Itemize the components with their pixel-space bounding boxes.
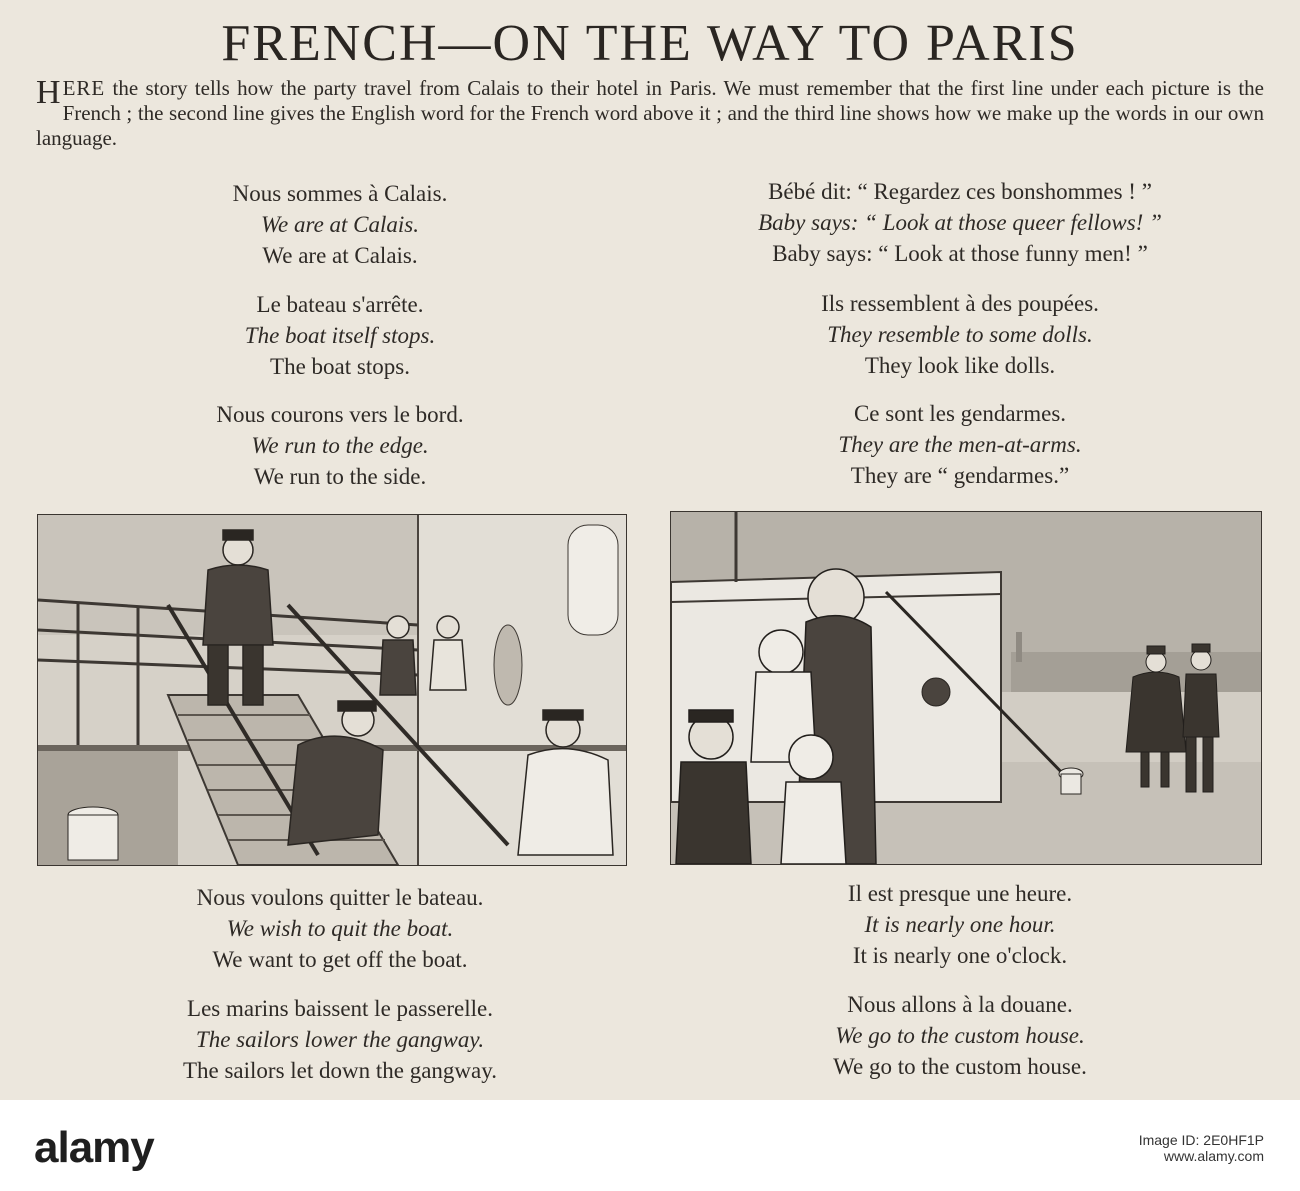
french-line: Nous sommes à Calais. <box>232 181 448 206</box>
literal-line: They resemble to some dolls. <box>827 322 1093 347</box>
page-title: FRENCH—ON THE WAY TO PARIS <box>221 15 1079 72</box>
image-id-label: Image ID: 2E0HF1P <box>1138 1132 1264 1148</box>
french-line: Il est presque une heure. <box>847 881 1073 906</box>
literal-line: The sailors lower the gangway. <box>195 1027 485 1052</box>
phrase-block-right-bottom <box>640 878 1280 1082</box>
illustration-gendarmes <box>670 511 1262 865</box>
french-line: Nous voulons quitter le bateau. <box>196 885 484 910</box>
literal-line: The boat itself stops. <box>244 323 436 348</box>
literal-line: Baby says: “ Look at those queer fellows! ” <box>758 210 1162 235</box>
drop-cap: H <box>36 74 61 111</box>
phrase-block-right-top <box>640 176 1280 491</box>
english-line: We are at Calais. <box>262 243 418 268</box>
english-line: The sailors let down the gangway. <box>182 1058 498 1083</box>
literal-line: We go to the custom house. <box>835 1023 1085 1048</box>
alamy-logo: alamy <box>34 1123 154 1172</box>
english-line: They look like dolls. <box>864 353 1056 378</box>
intro-small-caps: ERE <box>62 76 106 100</box>
literal-line: It is nearly one hour. <box>864 912 1056 937</box>
french-line: Nous allons à la douane. <box>847 992 1073 1017</box>
french-line: Les marins baissent le passerelle. <box>187 996 493 1021</box>
phrase-block-left-top <box>40 178 640 492</box>
english-line: It is nearly one o'clock. <box>852 943 1068 968</box>
intro-paragraph <box>36 76 1264 151</box>
french-line: Ils ressemblent à des poupées. <box>821 291 1099 316</box>
english-line: We want to get off the boat. <box>212 947 468 972</box>
illustration-gangway <box>37 514 627 866</box>
french-line: Nous courons vers le bord. <box>216 402 464 427</box>
english-line: They are “ gendarmes.” <box>850 463 1070 488</box>
english-line: Baby says: “ Look at those funny men! ” <box>772 241 1148 266</box>
intro-text: the story tells how the party travel from Calais to their hotel in Paris. We must remember that the first line under each picture is the French ; the second line gives the English word for the French word above it ; and the third line shows how we make up the words in our own language. <box>36 76 1264 150</box>
website-link[interactable]: www.alamy.com <box>1163 1148 1264 1164</box>
french-line: Bébé dit: “ Regardez ces bonshommes ! ” <box>768 179 1152 204</box>
literal-line: We run to the edge. <box>251 433 429 458</box>
image-id-block <box>1139 1132 1264 1164</box>
literal-line: We are at Calais. <box>260 212 420 237</box>
literal-line: They are the men-at-arms. <box>838 432 1082 457</box>
english-line: We go to the custom house. <box>833 1054 1087 1079</box>
english-line: We run to the side. <box>253 464 427 489</box>
phrase-block-left-bottom <box>40 882 640 1086</box>
stock-footer <box>0 1100 1300 1191</box>
french-line: Le bateau s'arrête. <box>256 292 424 317</box>
english-line: The boat stops. <box>270 354 410 379</box>
literal-line: We wish to quit the boat. <box>226 916 454 941</box>
french-line: Ce sont les gendarmes. <box>853 401 1067 426</box>
